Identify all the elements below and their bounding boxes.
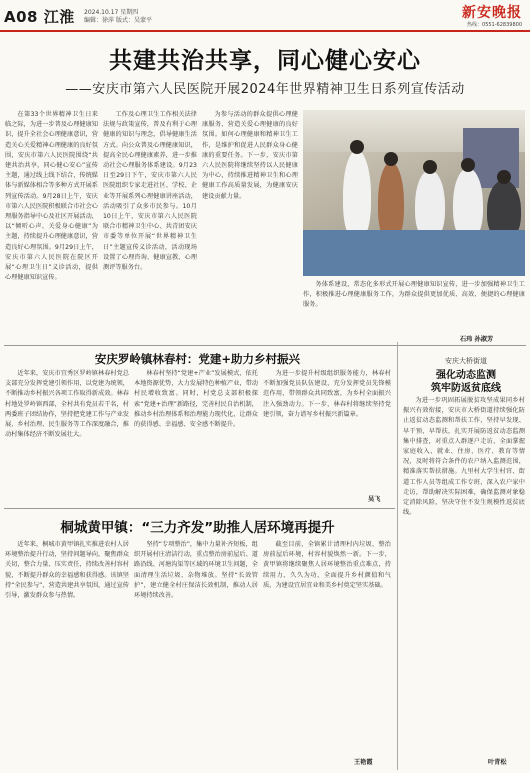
article1-column-2: [103, 110, 197, 345]
article2-column-2: [134, 369, 258, 501]
photo-head: [461, 158, 475, 172]
article3-headline: 桐城黄甲镇：“三力齐发”助推人居环境再提升: [60, 520, 335, 536]
side-byline: 叶青松: [488, 759, 507, 766]
article2-column-1: [5, 369, 129, 501]
main-headline: 共建共治共享，同心健心安心: [109, 48, 421, 74]
side-headline-line1: 强化动态监测: [436, 370, 496, 381]
article1-column-4: [303, 280, 525, 332]
issue-weekday: 星期四: [120, 9, 139, 16]
side-column-body: [403, 396, 525, 754]
sub-headline: ——安庆市第六人民医院开展2024年世界精神卫生日系列宣传活动: [65, 82, 465, 97]
article2-byline: 吴飞: [368, 496, 381, 503]
photo-head: [350, 140, 364, 154]
photo-person: [343, 150, 371, 240]
side-headline-line2: 筑牢防返贫底线: [431, 383, 501, 394]
editor-credit: 编辑：徐萍: [84, 17, 115, 24]
date-line: [84, 9, 138, 16]
section-divider: [4, 345, 526, 346]
article1-text-2: 工作及心理卫生工作相关法律法规与政策宣传，普及有利于心理健康的知识与理念，倡导健康生活方式。向公众普及心理健康知识，提高全民心理健康素养，进一步推动社会心理服务体系建设。9月23日至29日下午，安庆市第六人民医院组织专家走进社区、学校、企业等开展系列心理健康讲座活动，活动吸引了众多市民参与。10月10日上午，安庆市第六人民医院联合市精神卫生中心、共青团安庆市委等单位开展“世界精神卫生日”主题宣传义诊活动，活动现场设置了心理咨询、健康宣教、心理测评等服务台。: [103, 111, 197, 272]
hotline: 热线：0551-62839800: [467, 22, 522, 28]
article3-column-1: [5, 540, 129, 765]
article3-column-2: [134, 540, 258, 765]
article1-text-3: 为参与活动的群众提供心理健康服务，营造关爱心理健康的良好氛围。如何心理健康和精神卫生工作，是维护和促进人民群众身心健康的重要任务。下一步，安庆市第六人民医院将继续坚持以人民健康为中心，持续推进精神卫生和心理健康工作高质量发展，为健康安庆建设贡献力量。: [202, 111, 298, 200]
article1-text-1: 在第33个世界精神卫生日来临之际，为进一步普及心理健康知识，提升全社会心理健康意识，营造关心关爱精神心理健康的良好氛围，安庆市第六人民医院围绕“共建共治共享，同心健心安心”宣传主题，通过线上线下结合，传统媒体与新媒体相合等多种方式开展系列宣传活动。9月28日上午，安庆市第六人民医院积极联合市社会心理服务指导中心及社区开展活动，以“倾听心声、关爱身心健康”为主题，持续提升心理健康意识，营造良好心理氛围。9月29日上午，安庆市第六人民医院在院区开展“心理卫生日”义诊活动，提供心理健康知识宣传。: [5, 111, 98, 282]
article2-column-3: [263, 369, 391, 489]
page-number-text: A08: [4, 8, 38, 26]
article2-text-1: 近年来，安庆市宜秀区罗岭镇林春村党总支部充分发挥党建引领作用，以党建为统领，不断推动乡村振兴各项工作取得新成效。林春村地处罗岭镇西部，全村共有党员若干名，村两委班子团结协作，坚持把党建工作与产业发展、乡村治理、民生服务等工作深度融合，推动村集体经济不断发展壮大。: [5, 370, 129, 439]
staff-line: [84, 17, 152, 24]
article3-text-1: 近年来，桐城市黄甲镇扎实推进农村人居环境整治提升行动，坚持问题导向，聚焦群众关切，整合力量、压实责任，持续改善村容村貌，不断提升群众的幸福感和获得感。该镇坚持“全民参与”，营造共建共享氛围，通过宣传引导，激发群众参与热情。: [5, 541, 129, 600]
article3-column-3: [263, 540, 391, 754]
photo-head: [423, 160, 437, 174]
side-kicker: 安庆大桥街道: [445, 357, 487, 365]
design-credit: 版式：吴蒙平: [115, 17, 152, 24]
photo-head: [384, 152, 398, 166]
article1-byline: 石玮 孙淑芳: [460, 336, 494, 343]
photo-table: [303, 230, 525, 276]
page-number: [4, 6, 75, 27]
article1-text-4: 务体系建设，常态化多形式开展心理健康知识宣传，进一步加强精神卫生工作，积极推进心理健康服务工作，为群众提供更加优质、高效、便捷的心理健康服务。: [303, 281, 525, 309]
article2-text-3: 为进一步提升村级组织服务能力，林春村不断加强党员队伍建设，充分发挥党员先锋模范作用，带领群众共同致富，为乡村全面振兴注入强劲动力。下一步，林春村将继续坚持党建引领，奋力谱写乡村振兴新篇章。: [263, 370, 391, 418]
article2-text-2: 林春村坚持“党建+产业”发展模式，依托本地资源优势，大力发展特色种植产业，带动村民增收致富。同时，村党总支部积极探索“党建+治理”新路径，完善村民自治机制，推动乡村治理体系和治理能力现代化，让群众的获得感、幸福感、安全感不断提升。: [134, 370, 258, 429]
issue-date: 2024.10.17: [84, 9, 119, 16]
article3-byline: 王艳霞: [354, 759, 373, 766]
article2-headline: 安庆罗岭镇林春村：党建+助力乡村振兴: [94, 352, 301, 366]
section-divider: [4, 508, 395, 509]
paper-logo: 新安晚报: [462, 5, 522, 21]
section-name: 江淮: [43, 8, 75, 26]
event-photo: [303, 110, 525, 276]
top-rule: [0, 30, 530, 32]
column-divider: [397, 342, 398, 770]
photo-head: [497, 170, 511, 184]
article1-column-3: [202, 110, 298, 345]
article3-text-3: 截至目前，全镇累计清理村内垃圾、整治房前屋后环境，村容村貌焕然一新。下一步，黄甲镇将继续聚焦人居环境整治重点难点，持续用力、久久为功，全面提升乡村颜值和气质，为建设宜居宜业和美乡村奠定坚实基础。: [263, 541, 391, 589]
article3-text-2: 坚持“专项整治”，集中力量补齐短板，组织开展村庄清洁行动，重点整治房前屋后、道路沿线、河塘沟渠等区域的环境卫生问题，全面清理生活垃圾、杂物堆放。坚持“长效管护”，建立健全村庄保洁长效机制，推动人居环境持续改善。: [134, 541, 258, 600]
side-text: 为进一步巩固拓展脱贫攻坚成果同乡村振兴有效衔接，安庆市大桥街道持续强化防止返贫动态监测和帮扶工作，坚持早发现、早干预、早帮扶，扎实开展防返贫动态监测集中排查，对重点人群逐户走访，全面掌握家庭收入、就业、住房、医疗、教育等情况，及时将符合条件的农户纳入监测范围，精准落实帮扶措施。九里村大学生村官、街道工作人员等组成工作专班，深入农户家中走访，帮助解决实际困难，确保监测对象稳定消除风险，坚决守住不发生规模性返贫底线。: [403, 397, 525, 517]
article1-column-1: [5, 110, 98, 345]
masthead: [0, 0, 530, 30]
